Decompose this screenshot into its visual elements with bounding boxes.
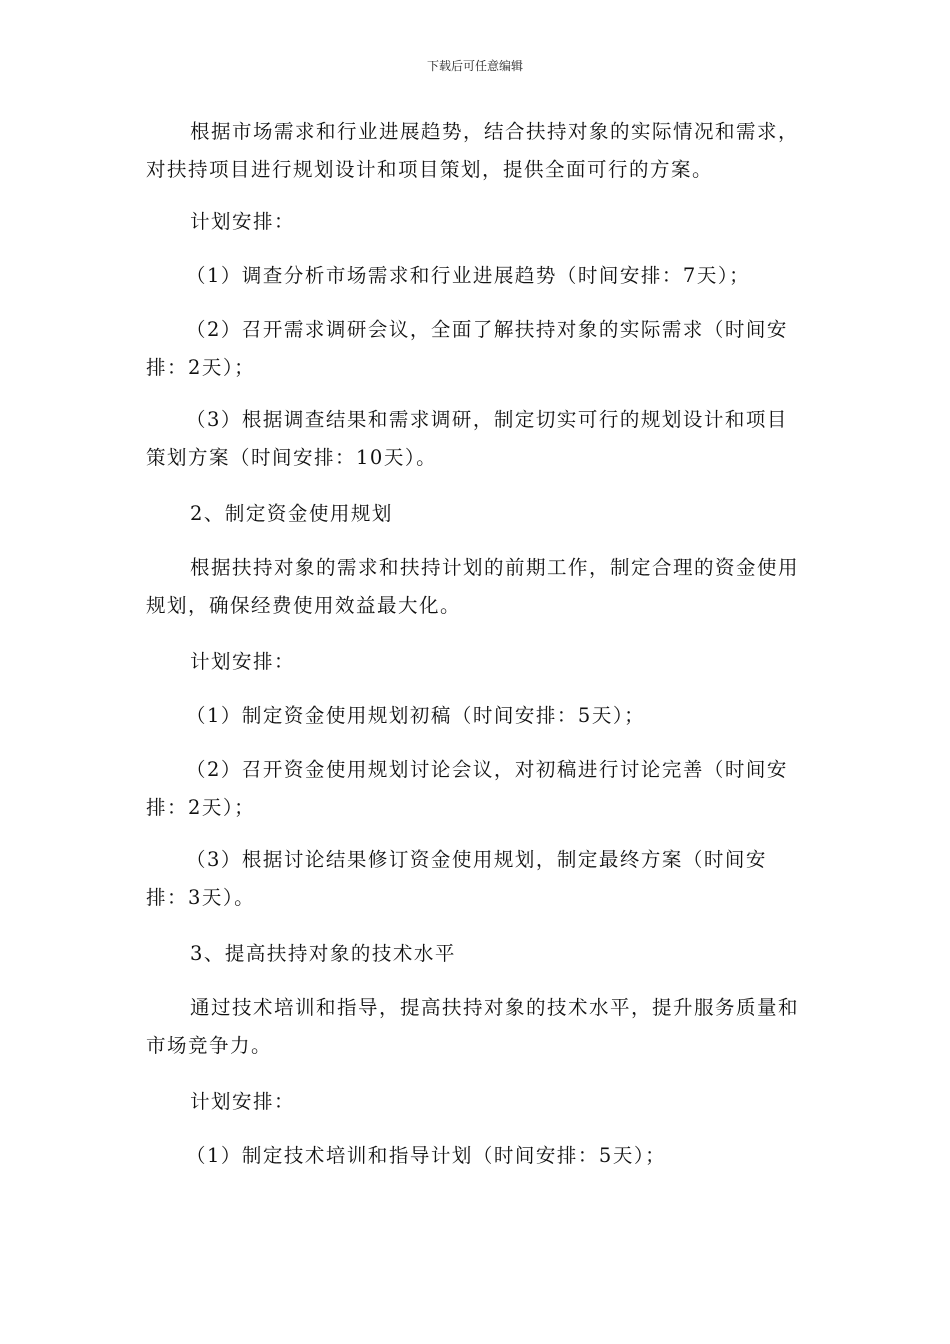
plan-1-item-3: （3）根据调查结果和需求调研，制定切实可行的规划设计和项目策划方案（时间安排：10天）。: [146, 408, 788, 469]
section-heading-2: 2、制定资金使用规划: [190, 502, 393, 525]
plan-2-item-2: （2）召开资金使用规划讨论会议，对初稿进行讨论完善（时间安排：2天）；: [146, 758, 788, 819]
plan-1-item-1: （1）调查分析市场需求和行业进展趋势（时间安排：7天）；: [186, 264, 751, 287]
paragraph-3: 通过技术培训和指导，提高扶持对象的技术水平，提升服务质量和市场竞争力。: [146, 996, 800, 1057]
plan-label-3: 计划安排：: [190, 1090, 296, 1113]
page-header: 下载后可任意编辑: [426, 59, 523, 73]
plan-label-1: 计划安排：: [190, 210, 296, 233]
plan-1-item-2: （2）召开需求调研会议，全面了解扶持对象的实际需求（时间安排：2天）；: [146, 318, 788, 379]
plan-label-2: 计划安排：: [190, 650, 296, 673]
section-heading-3: 3、提高扶持对象的技术水平: [190, 942, 456, 965]
paragraph-2: 根据扶持对象的需求和扶持计划的前期工作，制定合理的资金使用规划，确保经费使用效益最大化。: [146, 556, 800, 617]
plan-2-item-3: （3）根据讨论结果修订资金使用规划，制定最终方案（时间安排：3天）。: [146, 848, 767, 909]
paragraph-1: 根据市场需求和行业进展趋势，结合扶持对象的实际情况和需求，对扶持项目进行规划设计和项目策划，提供全面可行的方案。: [146, 120, 800, 181]
plan-2-item-1: （1）制定资金使用规划初稿（时间安排：5天）；: [186, 704, 646, 727]
plan-3-item-1: （1）制定技术培训和指导计划（时间安排：5天）；: [186, 1144, 667, 1167]
